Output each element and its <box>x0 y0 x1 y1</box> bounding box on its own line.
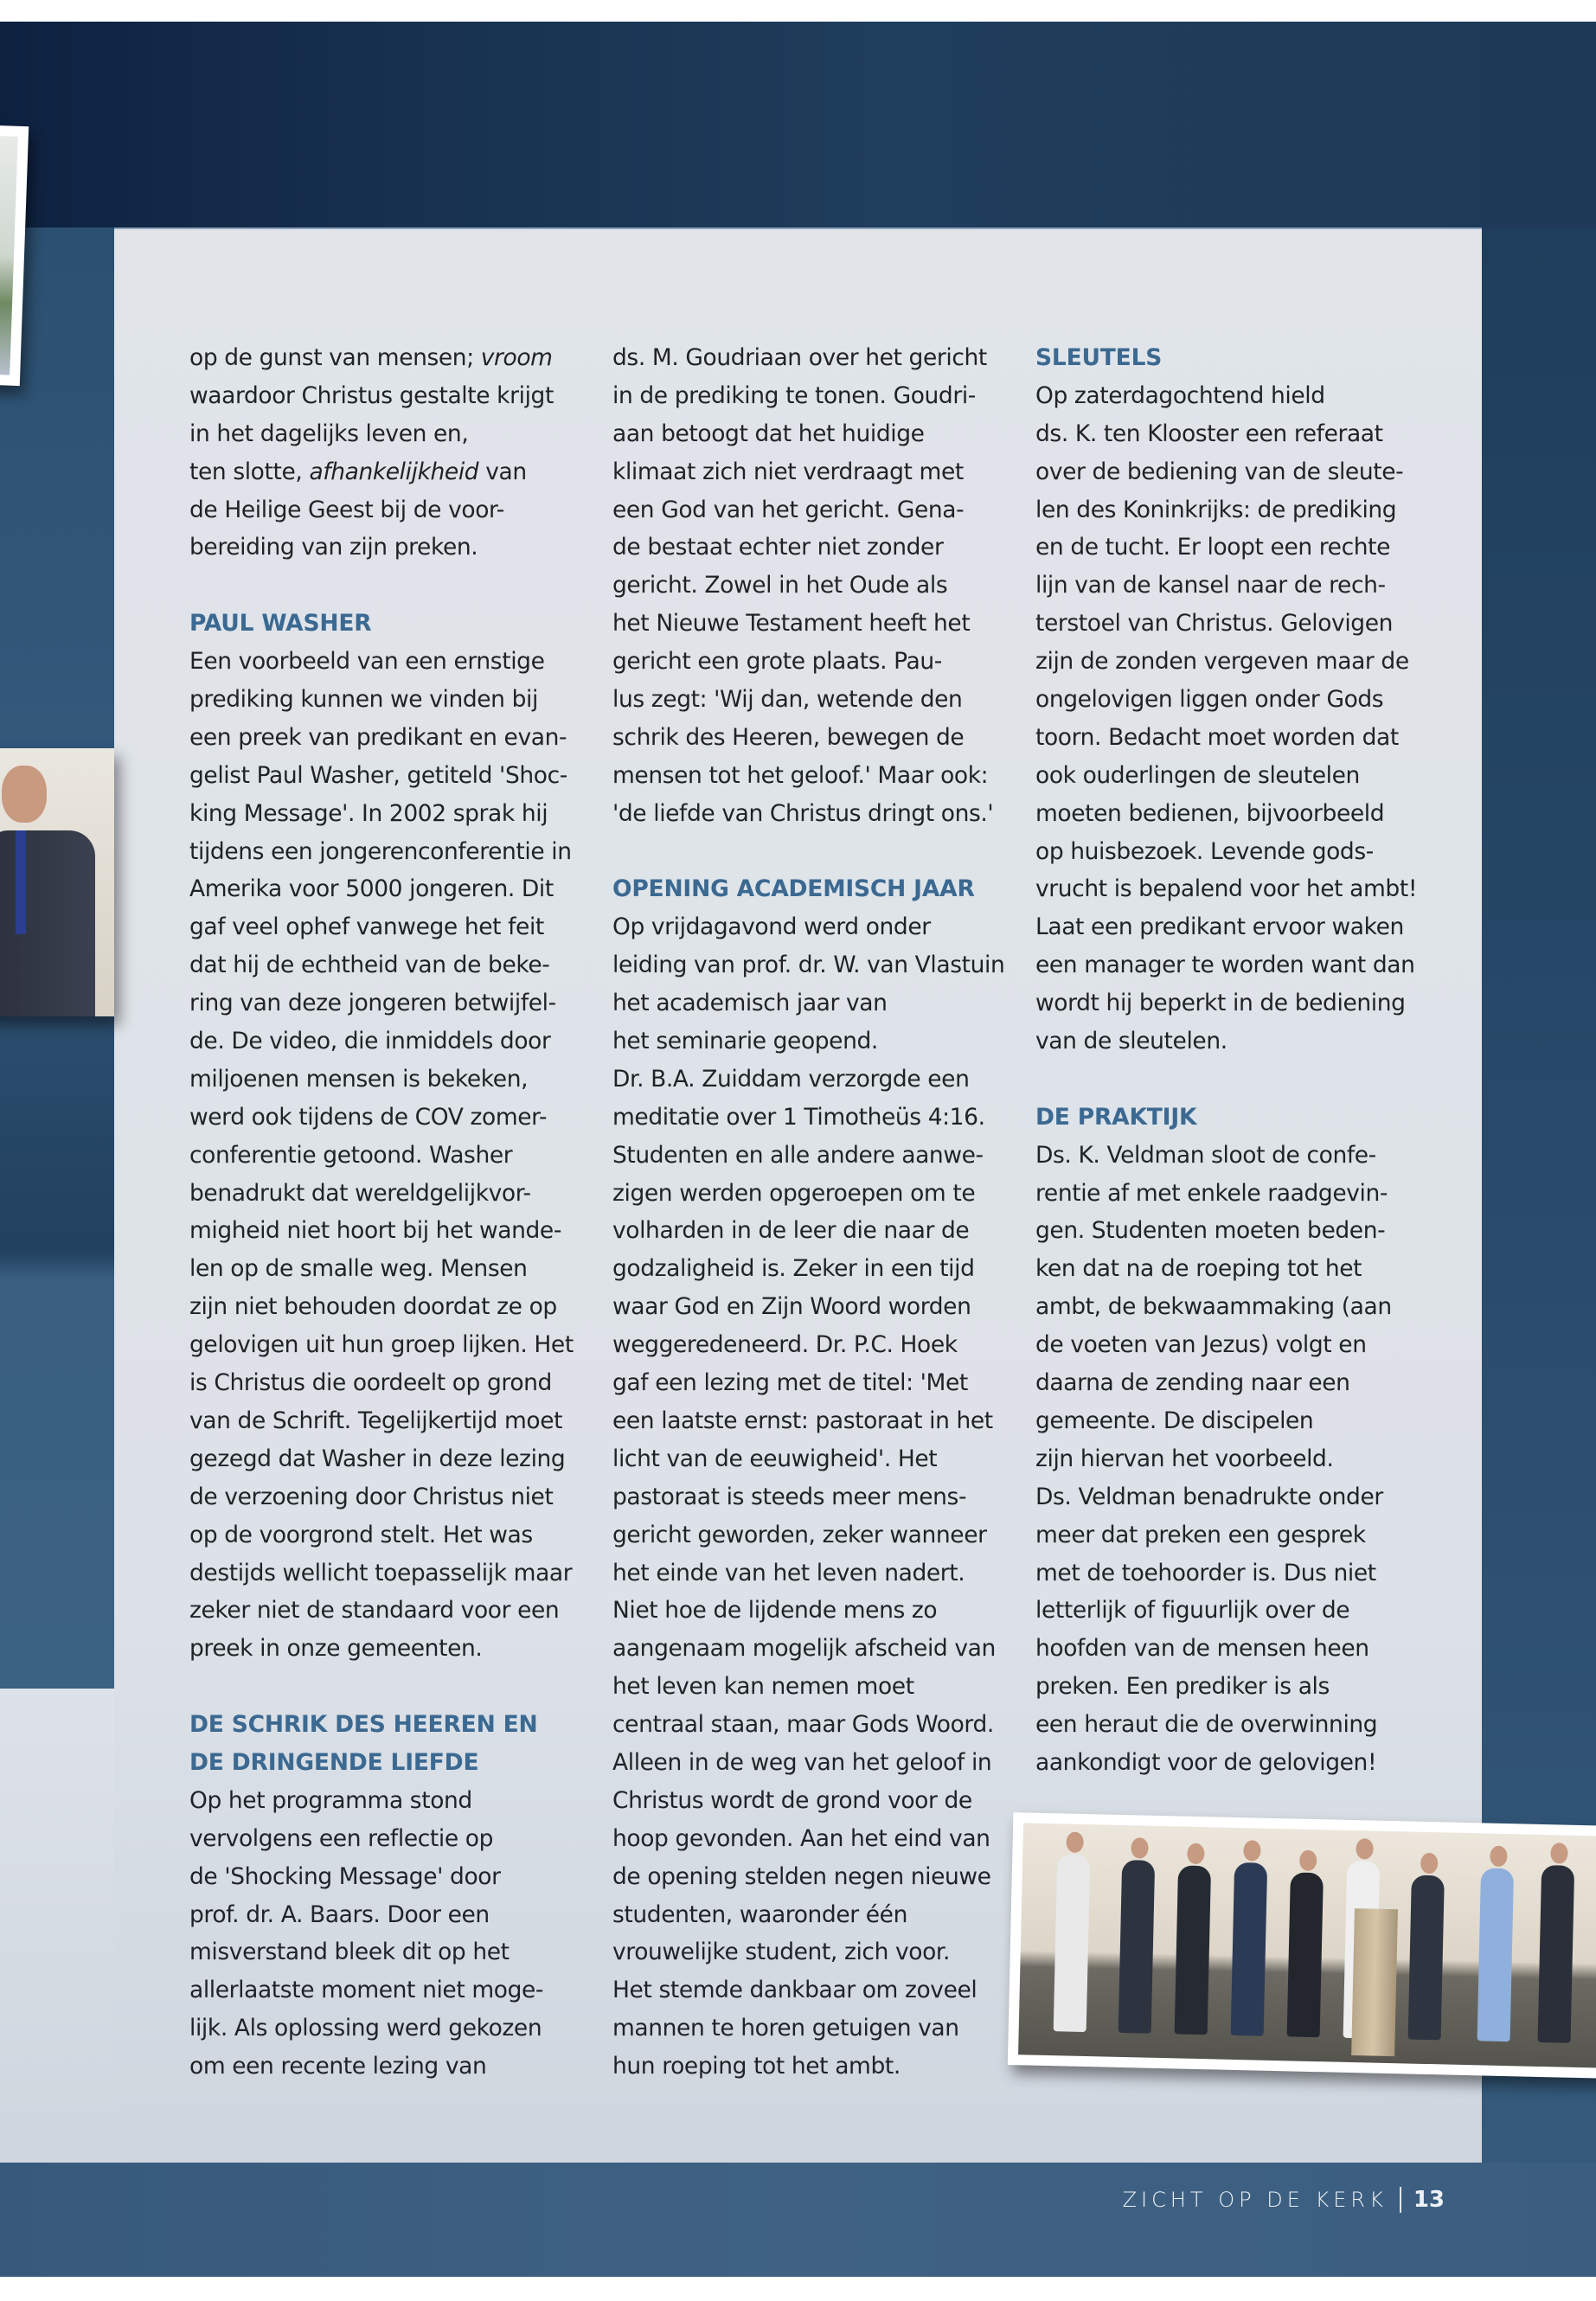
text-line: van de Schrift. Tegelijkertijd moet <box>189 1407 563 1434</box>
blank-line <box>189 1668 579 1706</box>
text-line: klimaat zich niet verdraagt met <box>612 458 964 485</box>
italic-emphasis: vroom <box>480 344 553 371</box>
text-line: daarna de zending naar een <box>1035 1369 1350 1397</box>
text-line: len des Koninkrijks: de prediking <box>1035 496 1397 523</box>
person-figure <box>1287 1872 1324 2037</box>
text-line: tijdens een jongerenconferentie in <box>189 837 572 865</box>
person-head <box>1490 1846 1508 1867</box>
text-span: van <box>478 458 527 485</box>
text-line: wordt hij beperkt in de bediening <box>1035 990 1406 1017</box>
speaker-tie <box>16 830 26 934</box>
article-panel-extension <box>0 1689 114 2163</box>
text-line: zijn hiervan het voorbeeld. <box>1035 1445 1334 1472</box>
text-line: een God van het gericht. Gena- <box>612 496 965 523</box>
blank-line <box>612 833 1002 871</box>
text-line: en de tucht. Er loopt een rechte <box>1035 534 1391 561</box>
text-line: hun roeping tot het ambt. <box>612 2053 901 2080</box>
text-line: miljoenen mensen is bekeken, <box>189 1065 529 1093</box>
text-line: zijn de zonden vergeven maar de <box>1035 648 1409 676</box>
text-line: over de bediening van de sleute- <box>1035 458 1404 485</box>
lectern <box>1351 1908 1398 2056</box>
text-line: conferentie getoond. Washer <box>189 1141 513 1169</box>
person-head <box>1356 1838 1374 1859</box>
text-line: de. De video, die inmiddels door <box>189 1028 551 1055</box>
speaker-suit <box>0 830 95 1016</box>
text-line: gericht een grote plaats. Pau- <box>612 648 942 676</box>
text-line: Op vrijdagavond werd onder <box>612 913 931 941</box>
text-line: len op de smalle weg. Mensen <box>189 1255 528 1283</box>
text-line: gericht geworden, zeker wanneer <box>612 1521 987 1548</box>
person-head <box>1066 1831 1084 1852</box>
section-heading: DE DRINGENDE LIEFDE <box>189 1748 479 1776</box>
person-head <box>1299 1850 1317 1871</box>
text-line: centraal staan, maar Gods Woord. <box>612 1711 994 1739</box>
text-line: Alleen in de weg van het geloof in <box>612 1748 992 1776</box>
text-line: volharden in de leer die naar de <box>612 1217 970 1245</box>
italic-emphasis: afhankelijkheid <box>309 458 479 485</box>
text-line: 'de liefde van Christus dringt ons.' <box>612 799 994 827</box>
text-line: prof. dr. A. Baars. Door een <box>189 1900 490 1928</box>
text-line: aankondigt voor de gelovigen! <box>1035 1748 1377 1776</box>
photo-speaker <box>0 748 114 1016</box>
text-line: een laatste ernst: pastoraat in het <box>612 1407 993 1434</box>
text-line: meer dat preken een gesprek <box>1035 1521 1366 1548</box>
text-line: om een recente lezing van <box>189 2053 487 2080</box>
text-line: ds. K. ten Klooster een referaat <box>1035 420 1383 447</box>
text-line: preken. Een prediker is als <box>1035 1673 1330 1701</box>
text-line: werd ook tijdens de COV zomer- <box>189 1103 548 1131</box>
text-line: Een voorbeeld van een ernstige <box>189 648 545 676</box>
text-line: zigen werden opgeroepen om te <box>612 1179 976 1207</box>
text-line: terstoel van Christus. Gelovigen <box>1035 610 1394 638</box>
text-line: lijk. Als oplossing werd gekozen <box>189 2015 542 2042</box>
text-line: preek in onze gemeenten. <box>189 1635 483 1663</box>
text-line: het einde van het leven nadert. <box>612 1559 965 1586</box>
blank-line <box>189 567 579 605</box>
section-heading: DE SCHRIK DES HEEREN EN <box>189 1711 538 1739</box>
text-line: gaf veel ophef vanwege het feit <box>189 913 544 941</box>
text-line: vervolgens een reflectie op <box>189 1824 494 1852</box>
text-line: Op het programma stond <box>189 1786 472 1814</box>
text-line: Ds. K. Veldman sloot de confe- <box>1035 1141 1376 1169</box>
person-head <box>1550 1843 1568 1863</box>
text-line: vrouwelijke student, zich voor. <box>612 1939 951 1966</box>
text-line: op de voorgrond stelt. Het was <box>189 1521 533 1548</box>
text-line: allerlaatste moment niet moge- <box>189 1977 544 2004</box>
text-line: misverstand bleek dit op het <box>189 1939 510 1966</box>
text-line: prediking kunnen we vinden bij <box>189 686 538 714</box>
text-line: Ds. Veldman benadrukte onder <box>1035 1483 1383 1510</box>
text-line: schrik des Heeren, bewegen de <box>612 723 965 751</box>
text-span: op de gunst van mensen; <box>189 344 481 371</box>
text-line: Dr. B.A. Zuiddam verzorgde een <box>612 1065 970 1093</box>
text-line: waar God en Zijn Woord worden <box>612 1293 971 1321</box>
photo-new-students <box>1008 1812 1596 2079</box>
text-line: benadrukt dat wereldgelijkvor- <box>189 1179 531 1207</box>
section-heading: OPENING ACADEMISCH JAAR <box>612 875 975 903</box>
text-line: ken dat na de roeping tot het <box>1035 1255 1362 1283</box>
person-figure <box>1477 1868 1515 2041</box>
text-line: vrucht is bepalend voor het ambt! <box>1035 875 1418 903</box>
text-line: hoofden van de mensen heen <box>1035 1635 1369 1663</box>
person-figure <box>1231 1862 1268 2036</box>
text-line: weggeredeneerd. Dr. P.C. Hoek <box>612 1331 958 1359</box>
text-line: pastoraat is steeds meer mens- <box>612 1483 967 1510</box>
text-line: op huisbezoek. Levende gods- <box>1035 837 1374 865</box>
person-figure <box>1175 1865 1211 2035</box>
text-line: gericht. Zowel in het Oude als <box>612 572 948 599</box>
text-line: de bestaat echter niet zonder <box>612 534 944 561</box>
text-line: rentie af met enkele raadgevin- <box>1035 1179 1388 1207</box>
text-line: de voeten van Jezus) volgt en <box>1035 1331 1367 1359</box>
text-line: bereiding van zijn preken. <box>189 534 478 561</box>
text-line: godzaligheid is. Zeker in een tijd <box>612 1255 975 1283</box>
text-line: Het stemde dankbaar om zoveel <box>612 1977 977 2004</box>
article-column-3 <box>1035 339 1425 1782</box>
text-line: een manager te worden want dan <box>1035 952 1415 979</box>
text-line <box>189 453 579 491</box>
person-figure <box>1408 1875 1445 2041</box>
text-line: gaf een lezing met de titel: 'Met <box>612 1369 968 1397</box>
photo-image <box>0 748 114 1016</box>
text-line: gelist Paul Washer, getiteld 'Shoc- <box>189 761 567 789</box>
text-line: migheid niet hoort bij het wande- <box>189 1217 561 1245</box>
person-figure <box>1054 1854 1091 2032</box>
text-line: de opening stelden negen nieuwe <box>612 1862 991 1890</box>
text-line: van de sleutelen. <box>1035 1028 1227 1055</box>
text-line: aangenaam mogelijk afscheid van <box>612 1635 996 1663</box>
text-line: gemeente. De discipelen <box>1035 1407 1314 1434</box>
text-line: Studenten en alle andere aanwe- <box>612 1141 984 1169</box>
text-line: ring van deze jongeren betwijfel- <box>189 990 556 1017</box>
text-line: ambt, de bekwaammaking (aan <box>1035 1293 1392 1321</box>
text-line: Op zaterdagochtend hield <box>1035 381 1325 409</box>
blank-line <box>1035 1061 1425 1099</box>
text-line: de verzoening door Christus niet <box>189 1483 554 1510</box>
article-column-1 <box>189 339 579 2086</box>
text-line: studenten, waaronder één <box>612 1900 907 1928</box>
text-line: het academisch jaar van <box>612 990 888 1017</box>
text-line: hoop gevonden. Aan het eind van <box>612 1824 990 1852</box>
text-line: het leven kan nemen moet <box>612 1673 914 1701</box>
photo-image <box>1018 1823 1596 2067</box>
text-line: het seminarie geopend. <box>612 1028 878 1055</box>
speaker-head <box>2 766 47 823</box>
text-line <box>189 339 579 377</box>
text-line: zeker niet de standaard voor een <box>189 1597 560 1625</box>
text-line: gelovigen uit hun groep lijken. Het <box>189 1331 574 1359</box>
text-line: met de toehoorder is. Dus niet <box>1035 1559 1376 1586</box>
text-line: Amerika voor 5000 jongeren. Dit <box>189 875 554 903</box>
text-line: gen. Studenten moeten beden- <box>1035 1217 1386 1245</box>
photo-image <box>0 135 18 375</box>
text-line: meditatie over 1 Timotheüs 4:16. <box>612 1103 985 1131</box>
text-line: king Message'. In 2002 sprak hij <box>189 799 548 827</box>
footer-divider <box>1400 2187 1401 2213</box>
text-line: licht van de eeuwigheid'. Het <box>612 1445 938 1472</box>
text-line: is Christus die oordeelt op grond <box>189 1369 552 1397</box>
text-line: in het dagelijks leven en, <box>189 420 469 447</box>
section-heading: PAUL WASHER <box>189 610 372 638</box>
text-line: toorn. Bedacht moet worden dat <box>1035 723 1399 751</box>
text-line: mannen te horen getuigen van <box>612 2015 959 2042</box>
text-span: ten slotte, <box>189 458 310 485</box>
text-line: dat hij de echtheid van de beke- <box>189 952 550 979</box>
text-line: een heraut die de overwinning <box>1035 1711 1378 1739</box>
text-line: in de prediking te tonen. Goudri- <box>612 381 976 409</box>
magazine-title: ZICHT OP DE KERK <box>1122 2188 1388 2212</box>
text-line: lijn van de kansel naar de rech- <box>1035 572 1386 599</box>
text-line: zijn niet behouden doordat ze op <box>189 1293 557 1321</box>
text-line: destijds wellicht toepasselijk maar <box>189 1559 573 1586</box>
text-line: ds. M. Goudriaan over het gericht <box>612 344 987 371</box>
text-line: ongelovigen liggen onder Gods <box>1035 686 1384 714</box>
person-figure <box>1118 1860 1156 2034</box>
article-column-2 <box>612 339 1005 2086</box>
person-head <box>1131 1837 1149 1858</box>
text-line: een preek van predikant en evan- <box>189 723 567 751</box>
person-head <box>1187 1843 1205 1864</box>
text-line: leiding van prof. dr. W. van Vlastuin <box>612 952 1005 979</box>
person-head <box>1243 1840 1261 1861</box>
person-figure <box>1538 1865 1575 2043</box>
text-line: letterlijk of figuurlijk over de <box>1035 1597 1350 1625</box>
section-heading: DE PRAKTIJK <box>1035 1103 1197 1131</box>
text-line: gezegd dat Washer in deze lezing <box>189 1445 566 1472</box>
text-line: aan betoogt dat het huidige <box>612 420 925 447</box>
footer <box>1123 2187 1445 2213</box>
text-line: het Nieuwe Testament heeft het <box>612 610 971 638</box>
text-line: Christus wordt de grond voor de <box>612 1786 972 1814</box>
text-line: Niet hoe de lijdende mens zo <box>612 1597 938 1625</box>
text-line: moeten bedienen, bijvoorbeeld <box>1035 799 1385 827</box>
text-line: Laat een predikant ervoor waken <box>1035 913 1404 941</box>
text-line: de Heilige Geest bij de voor- <box>189 496 504 523</box>
text-line: de 'Shocking Message' door <box>189 1862 501 1890</box>
text-line: lus zegt: 'Wij dan, wetende den <box>612 686 963 714</box>
footer-band <box>0 2163 1596 2277</box>
text-line: mensen tot het geloof.' Maar ook: <box>612 761 989 789</box>
person-head <box>1420 1853 1439 1874</box>
page-number: 13 <box>1413 2187 1445 2213</box>
text-line: ook ouderlingen de sleutelen <box>1035 761 1360 789</box>
section-heading: SLEUTELS <box>1035 344 1163 371</box>
text-line: waardoor Christus gestalte krijgt <box>189 381 554 409</box>
